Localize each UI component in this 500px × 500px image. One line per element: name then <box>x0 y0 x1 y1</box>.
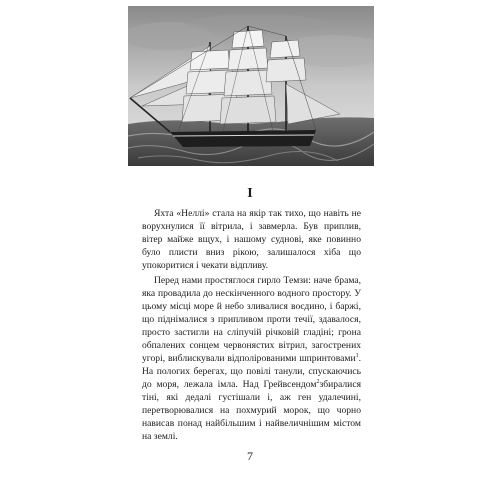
paragraph-text: Перед нами простяглося гирло Темзи: наче брама, яка провадила до нескінченного водного простору. У цьому місці море й небо зливалися воєдино, і баржі, що піднімалися з припливом проти течії, здавалося, просто застигли на сліпучій річковій гладіні; грона обпалених сонцем червонястих вітрил, загострених угорі, виблискували відполірованими шпринтовами <box>142 275 361 364</box>
paragraph-text: . На пологих берегах, що повілі танули, спускаючись до моря, лежала імла. Над Грейвсендом <box>142 353 361 390</box>
chapter-number: I <box>247 186 253 201</box>
paragraph-1 <box>142 207 361 272</box>
paragraph-text: Яхта «Неллі» стала на якір так тихо, що навіть не ворухнулися її вітрила, і завмерла. Був приплив, вітер майже вщух, і нашому суднові, яке повинно було плисти вниз рікою, залишалося хіба що упокоритися і чекати відпливу. <box>142 208 361 271</box>
page-number: 7 <box>247 449 253 463</box>
paragraph-text: збиралися тіні, які дедалі густішали і, аж ген удалечині, перетворювалися на похмурий морок, що чорно нависав понад найбільшим і найвеличнішим містом на землі. <box>142 379 361 442</box>
footnote-marker: 2 <box>316 378 320 385</box>
footnote-marker: 1 <box>355 352 359 359</box>
body-text <box>142 207 361 443</box>
paragraph-2 <box>142 274 361 443</box>
sailing-ship-illustration <box>128 6 374 166</box>
